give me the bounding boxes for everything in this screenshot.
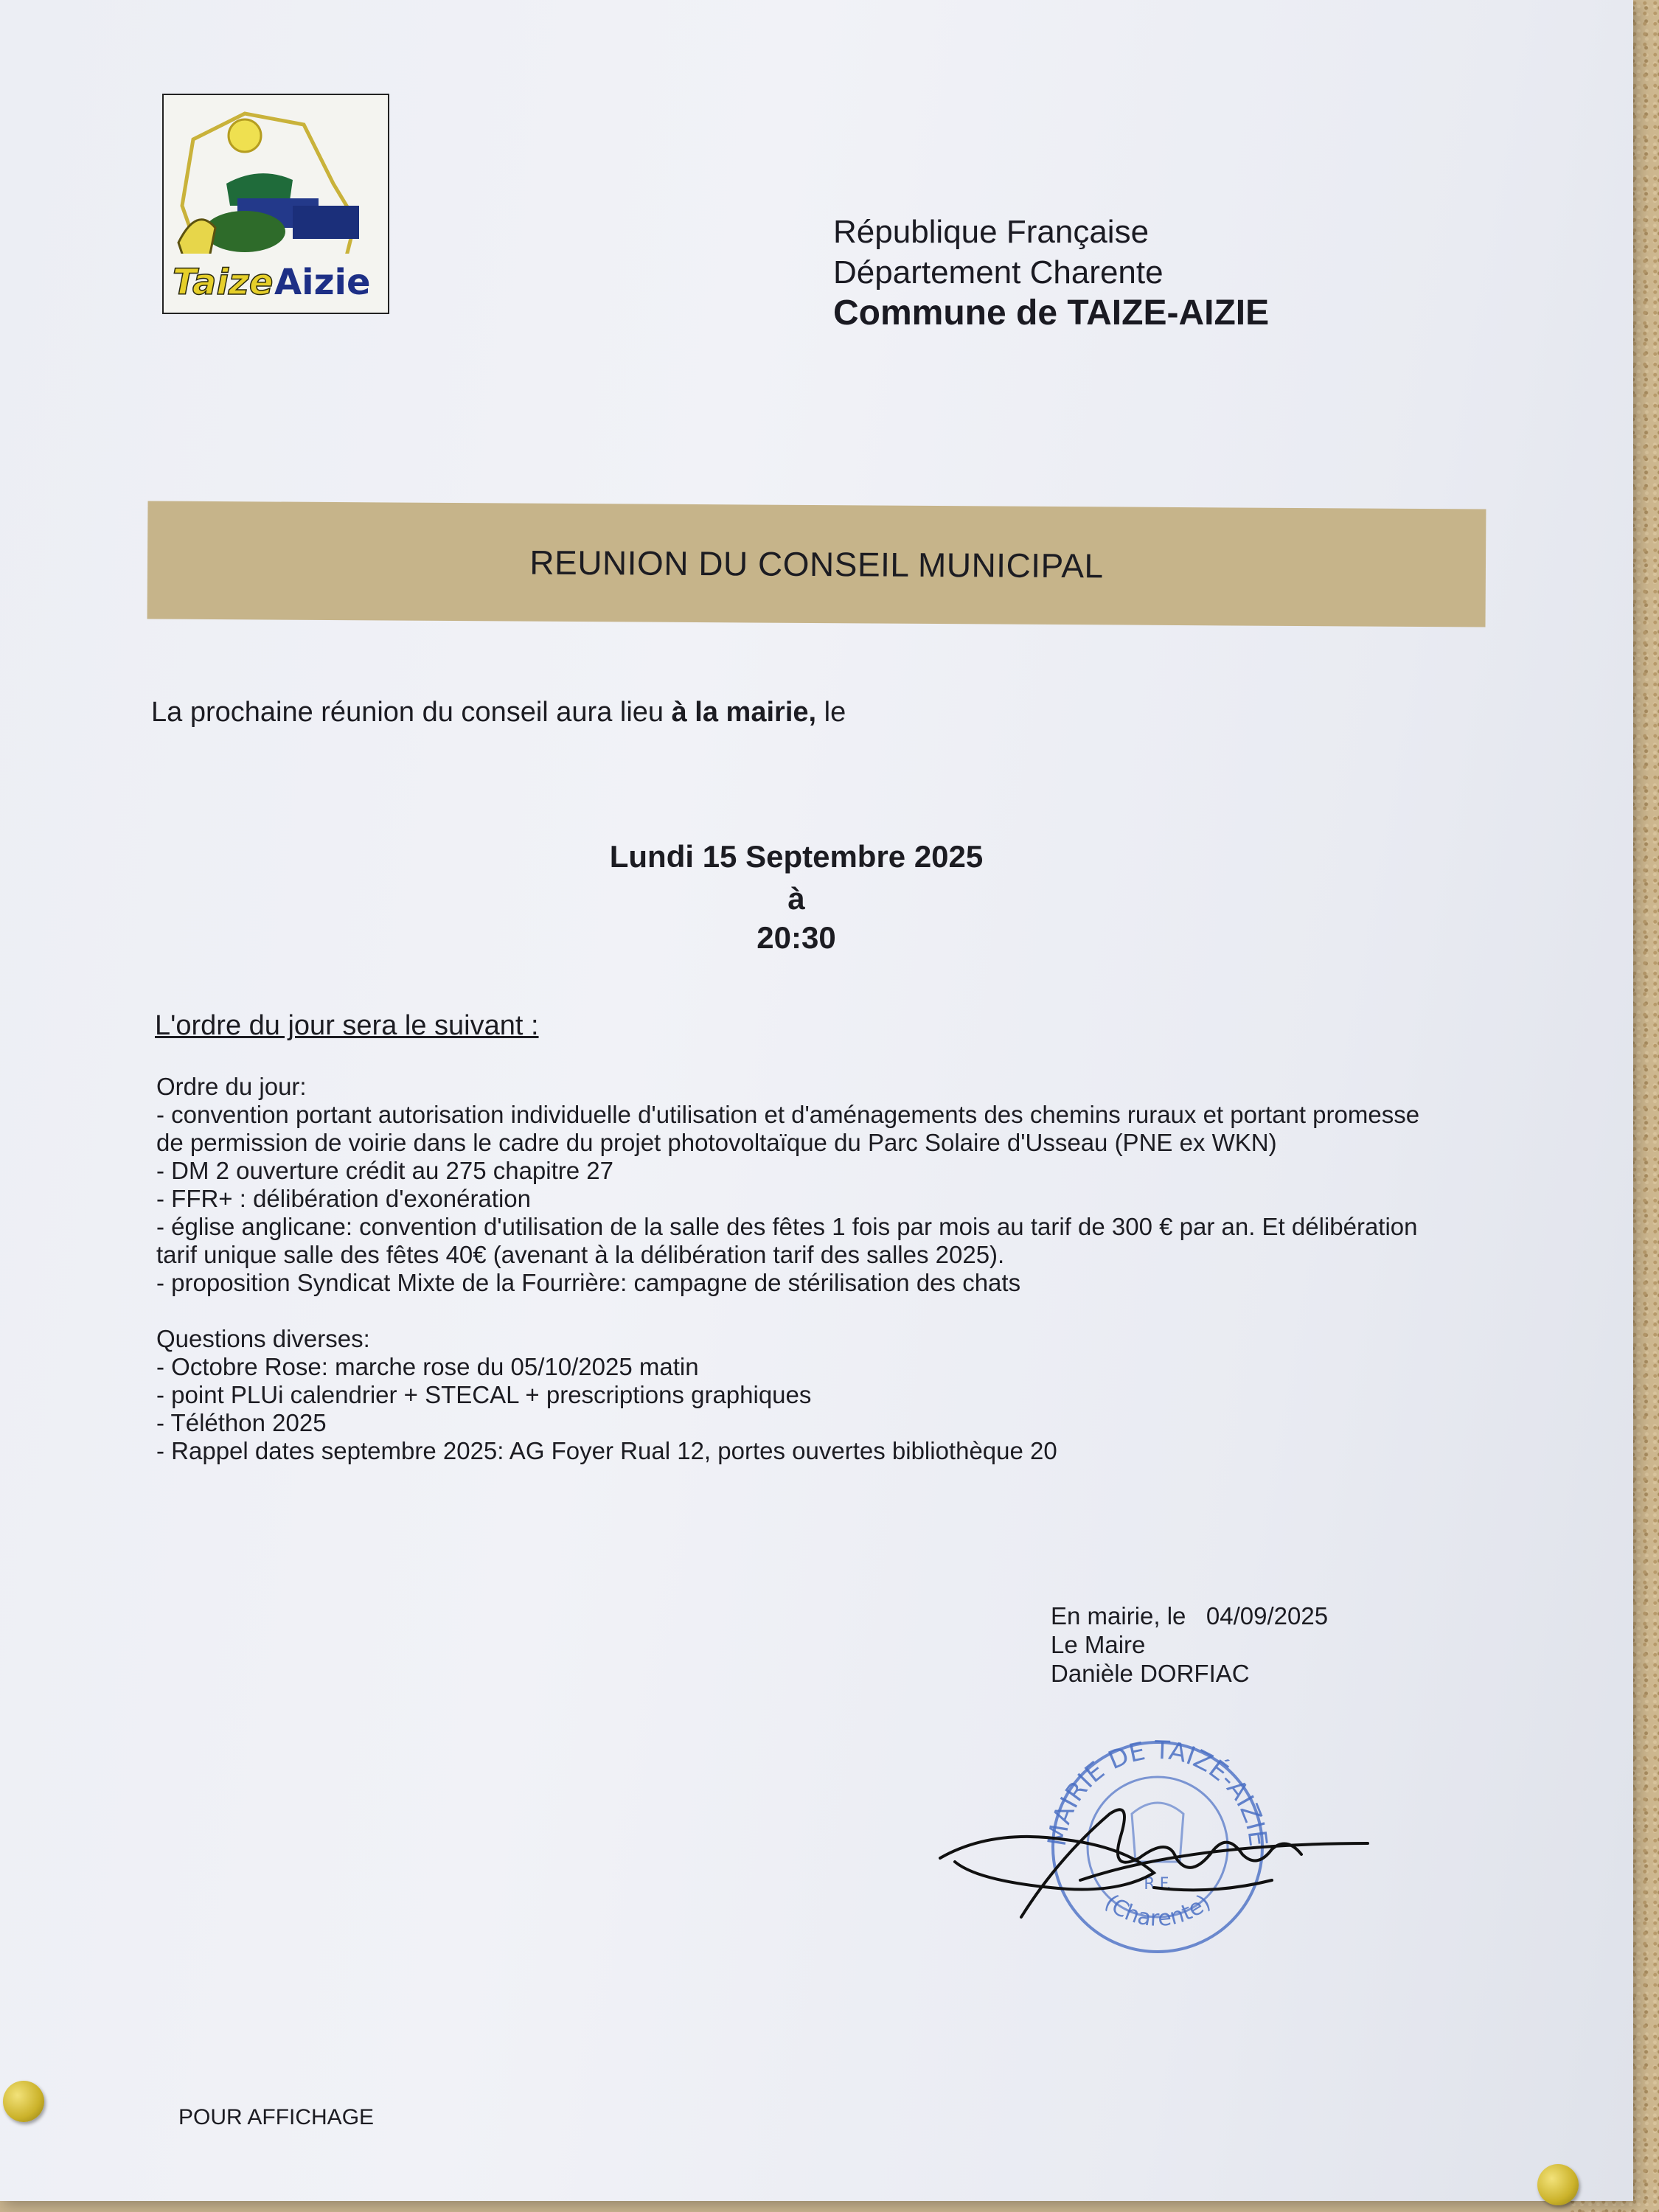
intro-text-bold: à la mairie, bbox=[671, 697, 817, 728]
question-item: - Rappel dates septembre 2025: AG Foyer Rual 12, portes ouvertes bibliothèque 20 bbox=[156, 1437, 1057, 1464]
agenda-title: Ordre du jour: bbox=[156, 1073, 307, 1100]
meeting-connector: à bbox=[787, 881, 805, 916]
svg-text:Aizie: Aizie bbox=[274, 262, 371, 303]
signature-block bbox=[1051, 1601, 1328, 1688]
agenda-item: - DM 2 ouverture crédit au 275 chapitre 27 bbox=[156, 1157, 613, 1184]
header-commune: Commune de TAIZE-AIZIE bbox=[833, 293, 1270, 333]
banner-title: REUNION DU CONSEIL MUNICIPAL bbox=[529, 543, 1104, 585]
agenda-item: - proposition Syndicat Mixte de la Fourrière: campagne de stérilisation des chats bbox=[156, 1269, 1021, 1296]
question-item: - Téléthon 2025 bbox=[156, 1409, 327, 1436]
meeting-date: Lundi 15 Septembre 2025 bbox=[609, 839, 984, 874]
header-department: Département Charente bbox=[833, 254, 1164, 291]
intro-text-before: La prochaine réunion du conseil aura lieu bbox=[151, 697, 672, 728]
display-notice: POUR AFFICHAGE bbox=[178, 2105, 375, 2129]
signature-place-label: En mairie, le bbox=[1051, 1602, 1186, 1630]
stamp-bottom-text: (Charente) bbox=[1099, 1889, 1216, 1933]
stamp-center-text: R.F. bbox=[1144, 1875, 1172, 1893]
intro-sentence bbox=[151, 697, 846, 728]
stamp-top-text: MAIRIE DE TAIZÉ-AIZIE bbox=[1042, 1735, 1273, 1848]
agenda-item: - église anglicane: convention d'utilisation de la salle des fêtes 1 fois par mois au tarif de 300 € par an. Et délibération tarif unique salle des fêtes 40€ (avenant à la délibération tarif des salles 2025). bbox=[156, 1213, 1418, 1268]
signature-role: Le Maire bbox=[1051, 1631, 1146, 1658]
svg-text:Taize: Taize bbox=[173, 262, 274, 303]
header-republic: République Française bbox=[833, 214, 1150, 250]
agenda-heading: L'ordre du jour sera le suivant : bbox=[155, 1010, 539, 1041]
signature-name: Danièle DORFIAC bbox=[1051, 1660, 1250, 1687]
mayor-signature bbox=[933, 1770, 1390, 1939]
intro-text-after: le bbox=[816, 697, 846, 728]
question-item: - Octobre Rose: marche rose du 05/10/2025 matin bbox=[156, 1353, 699, 1380]
questions-title: Questions diverses: bbox=[156, 1325, 370, 1352]
commune-logo bbox=[162, 94, 389, 314]
push-pin bbox=[3, 2081, 44, 2122]
agenda-item: - FFR+ : délibération d'exonération bbox=[156, 1185, 531, 1212]
agenda-list bbox=[156, 1073, 1425, 1465]
title-banner bbox=[147, 501, 1486, 627]
push-pin bbox=[1537, 2164, 1579, 2205]
agenda-item: - convention portant autorisation individuelle d'utilisation et d'aménagements des chemins ruraux et portant promesse de permission de voirie dans le cadre du projet photovoltaïque du Parc Solaire d'Usseau (PNE ex WKN) bbox=[156, 1101, 1420, 1156]
signature-date: 04/09/2025 bbox=[1206, 1602, 1329, 1630]
question-item: - point PLUi calendrier + STECAL + prescriptions graphiques bbox=[156, 1381, 812, 1408]
meeting-time: 20:30 bbox=[757, 920, 836, 955]
